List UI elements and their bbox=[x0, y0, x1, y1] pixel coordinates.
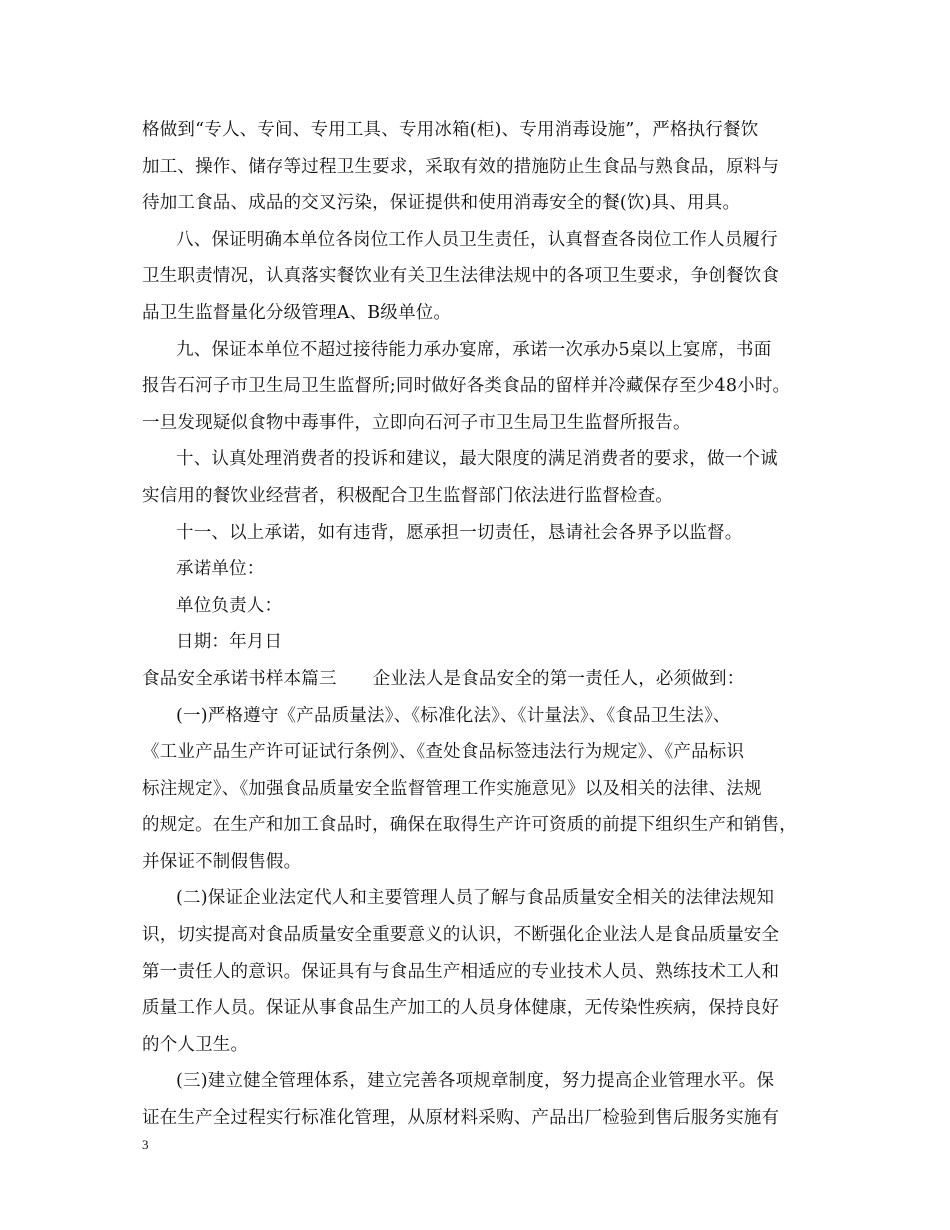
text-line: 格做到“专人、专间、专用工具、专用冰箱(柜)、专用消毒设施”，严格执行餐饮 bbox=[142, 120, 759, 140]
page-number: 3 bbox=[142, 1137, 149, 1152]
text-line: 待加工食品、成品的交叉污染，保证提供和使用消毒安全的餐(饮)具、用具。 bbox=[142, 193, 741, 214]
text-line: 报告石河子市卫生局卫生监督所;同时做好各类食品的留样并冷藏保存至少48小时。 bbox=[142, 376, 791, 397]
section-heading: 食品安全承诺书样本篇三 bbox=[142, 668, 337, 689]
text-line: 加工、操作、储存等过程卫生要求，采取有效的措施防止生食品与熟食品，原料与 bbox=[142, 156, 780, 177]
text-line: 十一、以上承诺，如有违背，愿承担一切责任，恳请社会各界予以监督。 bbox=[176, 522, 743, 543]
text-line: 日期：年月日 bbox=[176, 632, 283, 653]
text-line: 承诺单位： bbox=[176, 559, 265, 580]
text-line: 九、保证本单位不超过接待能力承办宴席，承诺一次承办5桌以上宴席，书面 bbox=[176, 339, 772, 360]
section-heading-line bbox=[142, 661, 832, 698]
text-line: 质量工作人员。保证从事食品生产加工的人员身体健康，无传染性疾病，保持良好 bbox=[142, 998, 780, 1019]
text-line: 品卫生监督量化分级管理A、B级单位。 bbox=[142, 302, 452, 323]
text-line: 标注规定》、《加强食品质量安全监督管理工作实施意见》以及相关的法律、法规 bbox=[142, 778, 762, 799]
document-body bbox=[142, 112, 832, 1137]
text-line: 证在生产全过程实行标准化管理，从原材料采购、产品出厂检验到售后服务实施有 bbox=[142, 1108, 780, 1129]
text-line: 并保证不制假售假。 bbox=[142, 851, 302, 872]
text-line: 第一责任人的意识。保证具有与食品生产相适应的专业技术人员、熟练技术工人和 bbox=[142, 961, 780, 982]
text-line: (二)保证企业法定代人和主要管理人员了解与食品质量安全相关的法律法规知 bbox=[176, 888, 775, 909]
text-line: 单位负责人： bbox=[176, 595, 283, 616]
text-line: 识，切实提高对食品质量安全重要意义的认识，不断强化企业法人是食品质量安全 bbox=[142, 925, 780, 946]
text-line: 《工业产品生产许可证试行条例》、《查处食品标签违法行为规定》、《产品标识 bbox=[142, 742, 745, 763]
text-line: 十、认真处理消费者的投诉和建议，最大限度的满足消费者的要求，做一个诚 bbox=[176, 449, 778, 470]
text-line: 的规定。在生产和加工食品时，确保在取得生产许可资质的前提下组织生产和销售， bbox=[142, 815, 797, 836]
heading-rest-text: 企业法人是食品安全的第一责任人，必须做到： bbox=[372, 668, 745, 689]
text-line: 一旦发现疑似食物中毒事件，立即向石河子市卫生局卫生监督所报告。 bbox=[142, 412, 691, 433]
text-line: 实信用的餐饮业经营者，积极配合卫生监督部门依法进行监督检查。 bbox=[142, 485, 673, 506]
text-line: 卫生职责情况，认真落实餐饮业有关卫生法律法规中的各项卫生要求，争创餐饮食 bbox=[142, 266, 780, 287]
text-line: 八、保证明确本单位各岗位工作人员卫生责任，认真督查各岗位工作人员履行 bbox=[176, 229, 778, 250]
text-line: (一)严格遵守《产品质量法》、《标准化法》、《计量法》、《食品卫生法》、 bbox=[176, 705, 731, 726]
text-line: (三)建立健全管理体系，建立完善各项规章制度，努力提高企业管理水平。保 bbox=[176, 1071, 775, 1092]
text-line: 的个人卫生。 bbox=[142, 1034, 249, 1055]
